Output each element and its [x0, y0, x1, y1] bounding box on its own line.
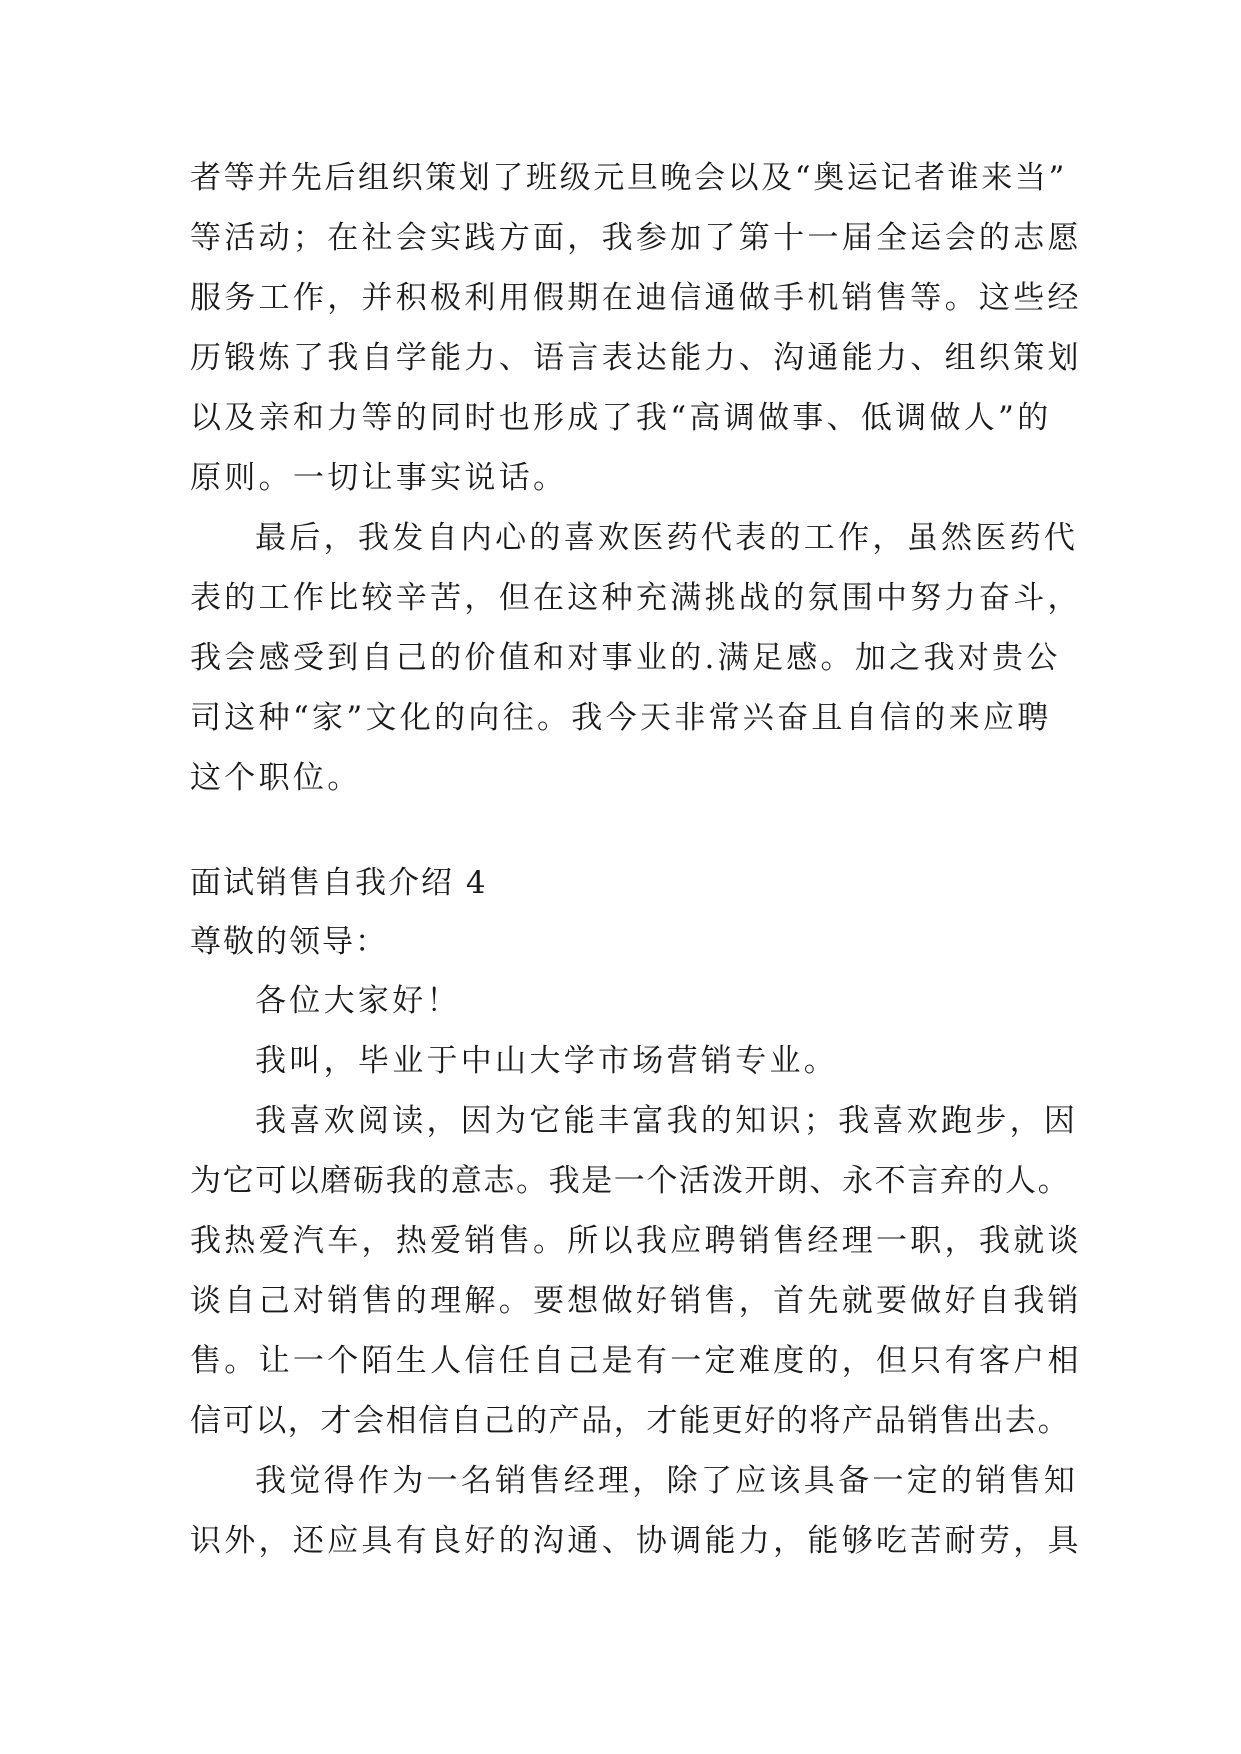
paragraph-line: 最后，我发自内心的喜欢医药代表的工作，虽然医药代	[255, 520, 1079, 556]
paragraph-line: 以及亲和力等的同时也形成了我“高调做事、低调做人”的	[190, 400, 1052, 436]
paragraph-line: 我会感受到自己的价值和对事业的.满足感。加之我对贵公	[190, 640, 1061, 676]
salutation: 尊敬的领导：	[190, 924, 388, 960]
paragraph-line: 等活动；在社会实践方面，我参加了第十一届全运会的志愿	[190, 220, 1082, 256]
paragraph-line: 历锻炼了我自学能力、语言表达能力、沟通能力、组织策划	[190, 340, 1082, 376]
paragraph-line: 者等并先后组织策划了班级元旦晚会以及“奥运记者谁来当”	[190, 160, 1067, 196]
section-title: 面试销售自我介绍 4	[190, 865, 488, 901]
paragraph-line: 表的工作比较辛苦，但在这种充满挑战的氛围中努力奋斗，	[190, 580, 1082, 616]
paragraph-line: 我热爱汽车，热爱销售。所以我应聘销售经理一职，我就谈	[190, 1223, 1082, 1259]
paragraph-line: 谈自己对销售的理解。要想做好销售，首先就要做好自我销	[190, 1283, 1082, 1319]
paragraph-line: 原则。一切让事实说话。	[190, 460, 568, 496]
paragraph-line: 服务工作，并积极利用假期在迪信通做手机销售等。这些经	[190, 280, 1082, 316]
paragraph-line: 各位大家好！	[255, 983, 461, 1019]
paragraph-line: 识外，还应具有良好的沟通、协调能力，能够吃苦耐劳，具	[190, 1523, 1082, 1559]
paragraph-line: 信可以，才会相信自己的产品，才能更好的将产品销售出去。	[190, 1403, 1071, 1439]
paragraph-line: 司这种“家”文化的向往。我今天非常兴奋且自信的来应聘	[190, 700, 1052, 736]
paragraph-line: 售。让一个陌生人信任自己是有一定难度的，但只有客户相	[190, 1343, 1082, 1379]
paragraph-line: 我觉得作为一名销售经理，除了应该具备一定的销售知	[255, 1463, 1079, 1499]
paragraph-line: 我喜欢阅读，因为它能丰富我的知识；我喜欢跑步，因	[255, 1103, 1079, 1139]
paragraph-line: 我叫，毕业于中山大学市场营销专业。	[255, 1043, 839, 1079]
paragraph-line: 为它可以磨砺我的意志。我是一个活泼开朗、永不言弃的人。	[190, 1163, 1071, 1199]
paragraph-line: 这个职位。	[190, 760, 362, 796]
